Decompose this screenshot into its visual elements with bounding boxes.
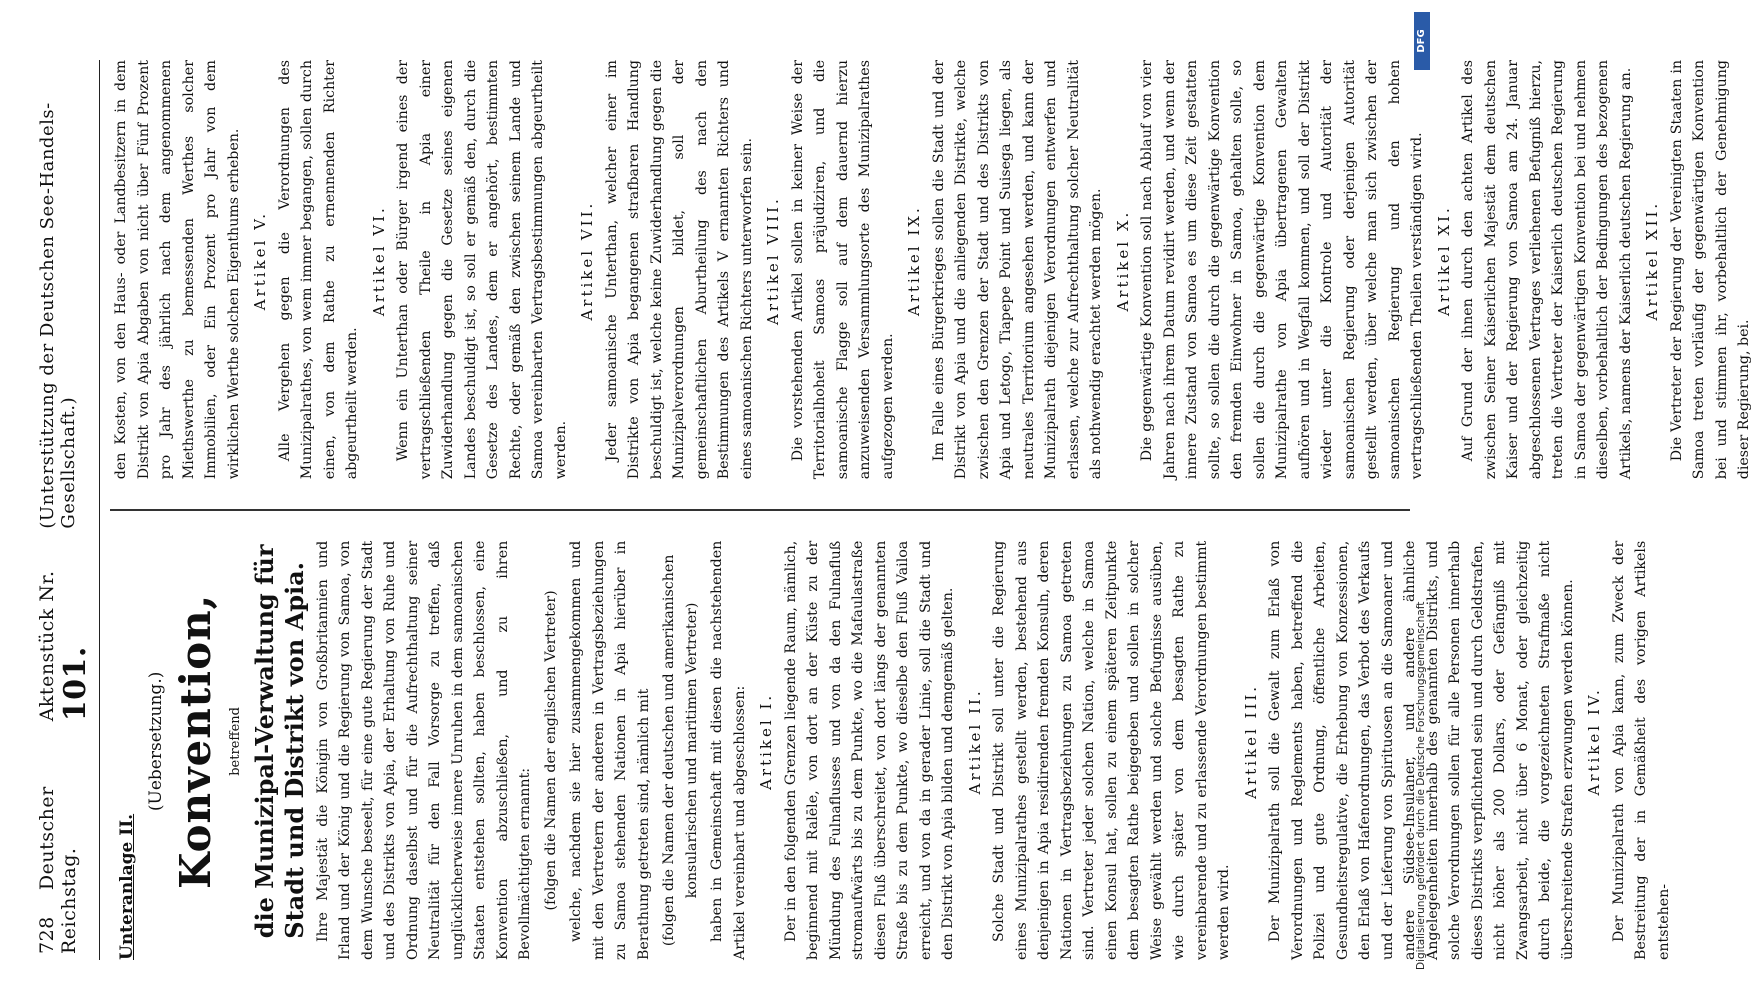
document-number-value: 101.: [58, 646, 93, 722]
document-subtitle: die Munizipal-Verwaltung für Stadt und Distrikt von Apia.: [249, 544, 309, 939]
article-heading: Artikel XII.: [1643, 200, 1661, 321]
article-text: Wenn ein Unterthan oder Bürger irgend eines der vertragschließenden Theile in Apia einer Zuwiderhandlung gegen die Gesetze seines eigenen Landes beschuldigt ist, so soll er gemäß den, durch die Gesetze des Landes, dem er angehört, bestimmten Rechte, oder gemäß den zwischen seinem Lande und Samoa vereinbarten Vertragsbestimmungen abgeurtheilt werden.: [395, 60, 569, 480]
article-heading: Artikel III.: [1241, 683, 1260, 799]
article-heading: Artikel I.: [757, 692, 775, 790]
right-column: [110, 60, 1752, 480]
running-head: [32, 60, 100, 960]
page-number: 728: [36, 916, 58, 954]
article-heading: Artikel X.: [1113, 209, 1132, 312]
article-text: Im Falle eines Bürgerkrieges sollen die Stadt und der Distrikt von Apia und die anliegenden Distrikte, welche zwischen den Grenzen der Stadt und des Distrikts von Apia und Letogo, Tiapepe Point und Suisega liegen, als neutrales Territorium angesehen werden, und kann der Munizipalrath diejenigen Verordnungen entwerfen und erlassen, welche zur Aufrechthaltung solcher Neutralität als nothwendig erachtet werden mögen.: [930, 60, 1104, 480]
article-heading: Artikel V.: [251, 210, 269, 311]
running-title: (Unterstützung der Deutschen See-Handels-Gesellschaft.): [37, 102, 79, 529]
document-number: [36, 529, 93, 722]
article-heading: Artikel VI.: [369, 205, 388, 317]
german-american-representatives-note: (folgen die Namen der deutschen und amerikanischen konsularischen und maritimen Vertreter): [661, 554, 700, 947]
article-heading: Artikel XI.: [1434, 205, 1453, 316]
article-text: Jeder samoanische Unterthan, welcher einer im Distrikte von Apia begangenen strafbaren Handlung beschuldigt ist, welche keine Zuwiderhandlung gegen die Munizipalverordnungen bildet, soll der gemeinschaftlichen Aburtheilung des nach den Bestimmungen des Artikels V ernannten Richters und eines samoanischen Richters unterworfen sein.: [603, 60, 755, 480]
header-left: [36, 721, 80, 954]
article-text: Auf Grund der ihnen durch den achten Artikel des zwischen Seiner Kaiserlichen Majestät dem deutschen Kaiser und der Regierung von Samoa am 24. Januar abgeschlossenen Vertrages verliehenen Befugniß hierzu, treten die Vertreter der Kaiserlich deutschen Regierung in Samoa der gegenwärtigen Konvention bei und nehmen dieselben, vorbehaltlich der Bedingungen des bezogenen Artikels, namens der Kaiserlich deutschen Regierung an.: [1460, 60, 1634, 480]
annex-label: Unteranlage II.: [117, 813, 137, 960]
article-text: Der Munizipalrath soll die Gewalt zum Erlaß von Verordnungen und Reglements haben, betreffend die Polizei und gute Ordnung, öffentliche Arbeiten, Gesundheitsregulative, die Erhebung von Konzessionen, den Erlaß von Hafenordnungen, das Verbot des Verkaufs und der Lieferung von Spirituosen an die Samoaner und andere Südsee-Insulaner, und andere ähnliche Angelegenheiten innerhalb des genannten Distrikts, und solche Verordnungen sollen für alle Personen innerhalb dieses Distrikts verpflichtend sein und durch Geldstrafen, nicht höher als 200 Dollars, oder Gefängniß mit Zwangsarbeit, nicht über 6 Monat, oder gleichzeitig durch beide, die vorgezeichneten Strafmaße nicht überschreitende Strafen erzwungen werden können.: [1267, 540, 1576, 960]
article-heading: Artikel IV.: [1585, 687, 1603, 796]
english-representatives-note: (folgen die Namen der englischen Vertreter): [542, 590, 559, 911]
article-text: Die gegenwärtige Konvention soll nach Ablauf von vier Jahren nach ihrem Datum revidirt werden, und wenn der innere Zustand von Samoa es um diese Zeit gestatten sollte, so sollen die durch die gegenwärtige Konvention den fremden Einwohner in Samoa, gehalten solle, so sollen die durch die gegenwärtige Konvention dem Munizipalrathe von Apia übertragenen Gewalten aufhören und in Wegfall kommen, und soll der Distrikt wieder unter die Kontrole und Autorität der samoanischen Regierung oder derjenigen Autorität gestellt werden, über welche man sich zwischen der samoanischen Regierung und den hohen vertragschließenden Theilen verständigen wird.: [1139, 60, 1425, 480]
preamble-paragraph: Ihre Majestät die Königin von Großbritannien und Irland und der König und die Regierung von Samoa, von dem Wunsche beseelt, für eine gute Regierung der Stadt und des Distrikts von Apia, der Erhaltung von Ruhe und Ordnung daselbst und für die Aufrechthaltung seiner Neutralität für den Fall Vorsorge zu treffen, daß unglücklicherweise innere Unruhen in dem samoanischen Staaten entstehen sollten, haben beschlossen, eine Konvention abzuschließen, und zu ihren Bevollmächtigten ernannt:: [314, 540, 533, 960]
dfg-label-text: DFG: [1416, 29, 1427, 53]
preamble-paragraph: welche, nachdem sie hier zusammengekommen und mit den Vertretern der anderen in Vertragsbeziehungen zu Samoa stehenden Nationen in Apia hierüber in Berathung getreten sind, nämlich mit: [568, 540, 652, 960]
article-text: Die vorstehenden Artikel sollen in keiner Weise der Territorialhoheit Samoas präjudiziren, und die samoanische Flagge soll auf dem dauernd hierzu anzuweisenden Versammlungsorte des Munizipalrathes aufgezogen werden.: [789, 60, 896, 480]
concerning-label: betreffend: [228, 706, 243, 776]
translation-note: (Uebersetzung.): [145, 671, 166, 812]
article-text: den Kosten, von den Haus- oder Landbesitzern in dem Distrikt von Apia Abgaben von nicht über Fünf Prozent pro Jahr des jährlich nach dem angenommenen Miethswerthe zu bemessenden Werthes solcher Immobilien, oder Ein Prozent pro Jahr von dem wirklichen Werthe solchen Eigenthums erheben.: [113, 60, 242, 480]
dfg-label: [1412, 12, 1432, 70]
publication-name: Deutscher Reichstag.: [36, 786, 80, 954]
article-text: Der Munizipalrath von Apia kann, zum Zweck der Bestreitung der in Gemäßheit des vorigen Artikels entstehen-: [1610, 540, 1672, 960]
article-text: Alle Vergehen gegen die Verordnungen des Munizipalrathes, von wem immer begangen, sollen durch einen, von dem Rathe zu ernennenden Richter abgeurtheilt werden.: [276, 60, 360, 480]
digitization-note-text: Digitalisierung gefördert durch die Deutsche Forschungsgemeinschaft: [1415, 601, 1427, 970]
preamble-paragraph: haben in Gemeinschaft mit diesen die nachstehenden Artikel vereinbart und abgeschlossen:: [709, 540, 748, 960]
article-text: Der in den folgenden Grenzen liegende Raum, nämlich, beginnend mit Ralēle, von dort an der Küste zu der Mündung des Fulnaflusses und von da den Fulnafluß stromaufwärts bis zu dem Punkte, wo die Mafaulastraße diesen Fluß überschreitet, von dort längs der genannten Straße bis zu dem Punkte, wo dieselbe den Fluß Vailoa erreicht, und von da in gerader Linie, soll die Stadt und den Distrikt von Apia bilden und demgemäß gelten.: [782, 540, 956, 960]
article-text: Die Vertreter der Regierung der Vereinigten Staaten in Samoa treten vorläufig der gegenwärtigen Konvention bei und stimmen ihr, vorbehaltlich der Genehmigung dieser Regierung, bei.: [1668, 60, 1752, 480]
article-heading: Artikel IX.: [905, 205, 923, 316]
document-prefix: Aktenstück Nr.: [36, 570, 58, 722]
article-text: Solche Stadt und Distrikt soll unter die Regierung eines Munizipalrathes gestellt werden, bestehend aus denjenigen in Apia residirenden fremden Konsuln, deren Nationen in Vertragsbeziehungen zu Samoa getreten sind. Vertreter jeder solchen Nation, welche in Samoa einen Konsul hat, sollen zu einem späteren Zeitpunkte dem besagten Rathe beigegeben und sollen in solcher Weise gewählt werden und solche Befugnisse ausüben, wie durch später von dem besagten Rathe zu vereinbarende und zu erlassende Verordnungen bestimmt werden wird.: [991, 540, 1232, 960]
article-heading: Artikel VIII.: [764, 196, 782, 325]
digitization-note: [1412, 70, 1432, 970]
column-divider: [110, 509, 1410, 511]
article-heading: Artikel II.: [965, 688, 984, 795]
article-heading: Artikel VII.: [578, 200, 596, 321]
document-title: Konvention,: [171, 593, 220, 890]
